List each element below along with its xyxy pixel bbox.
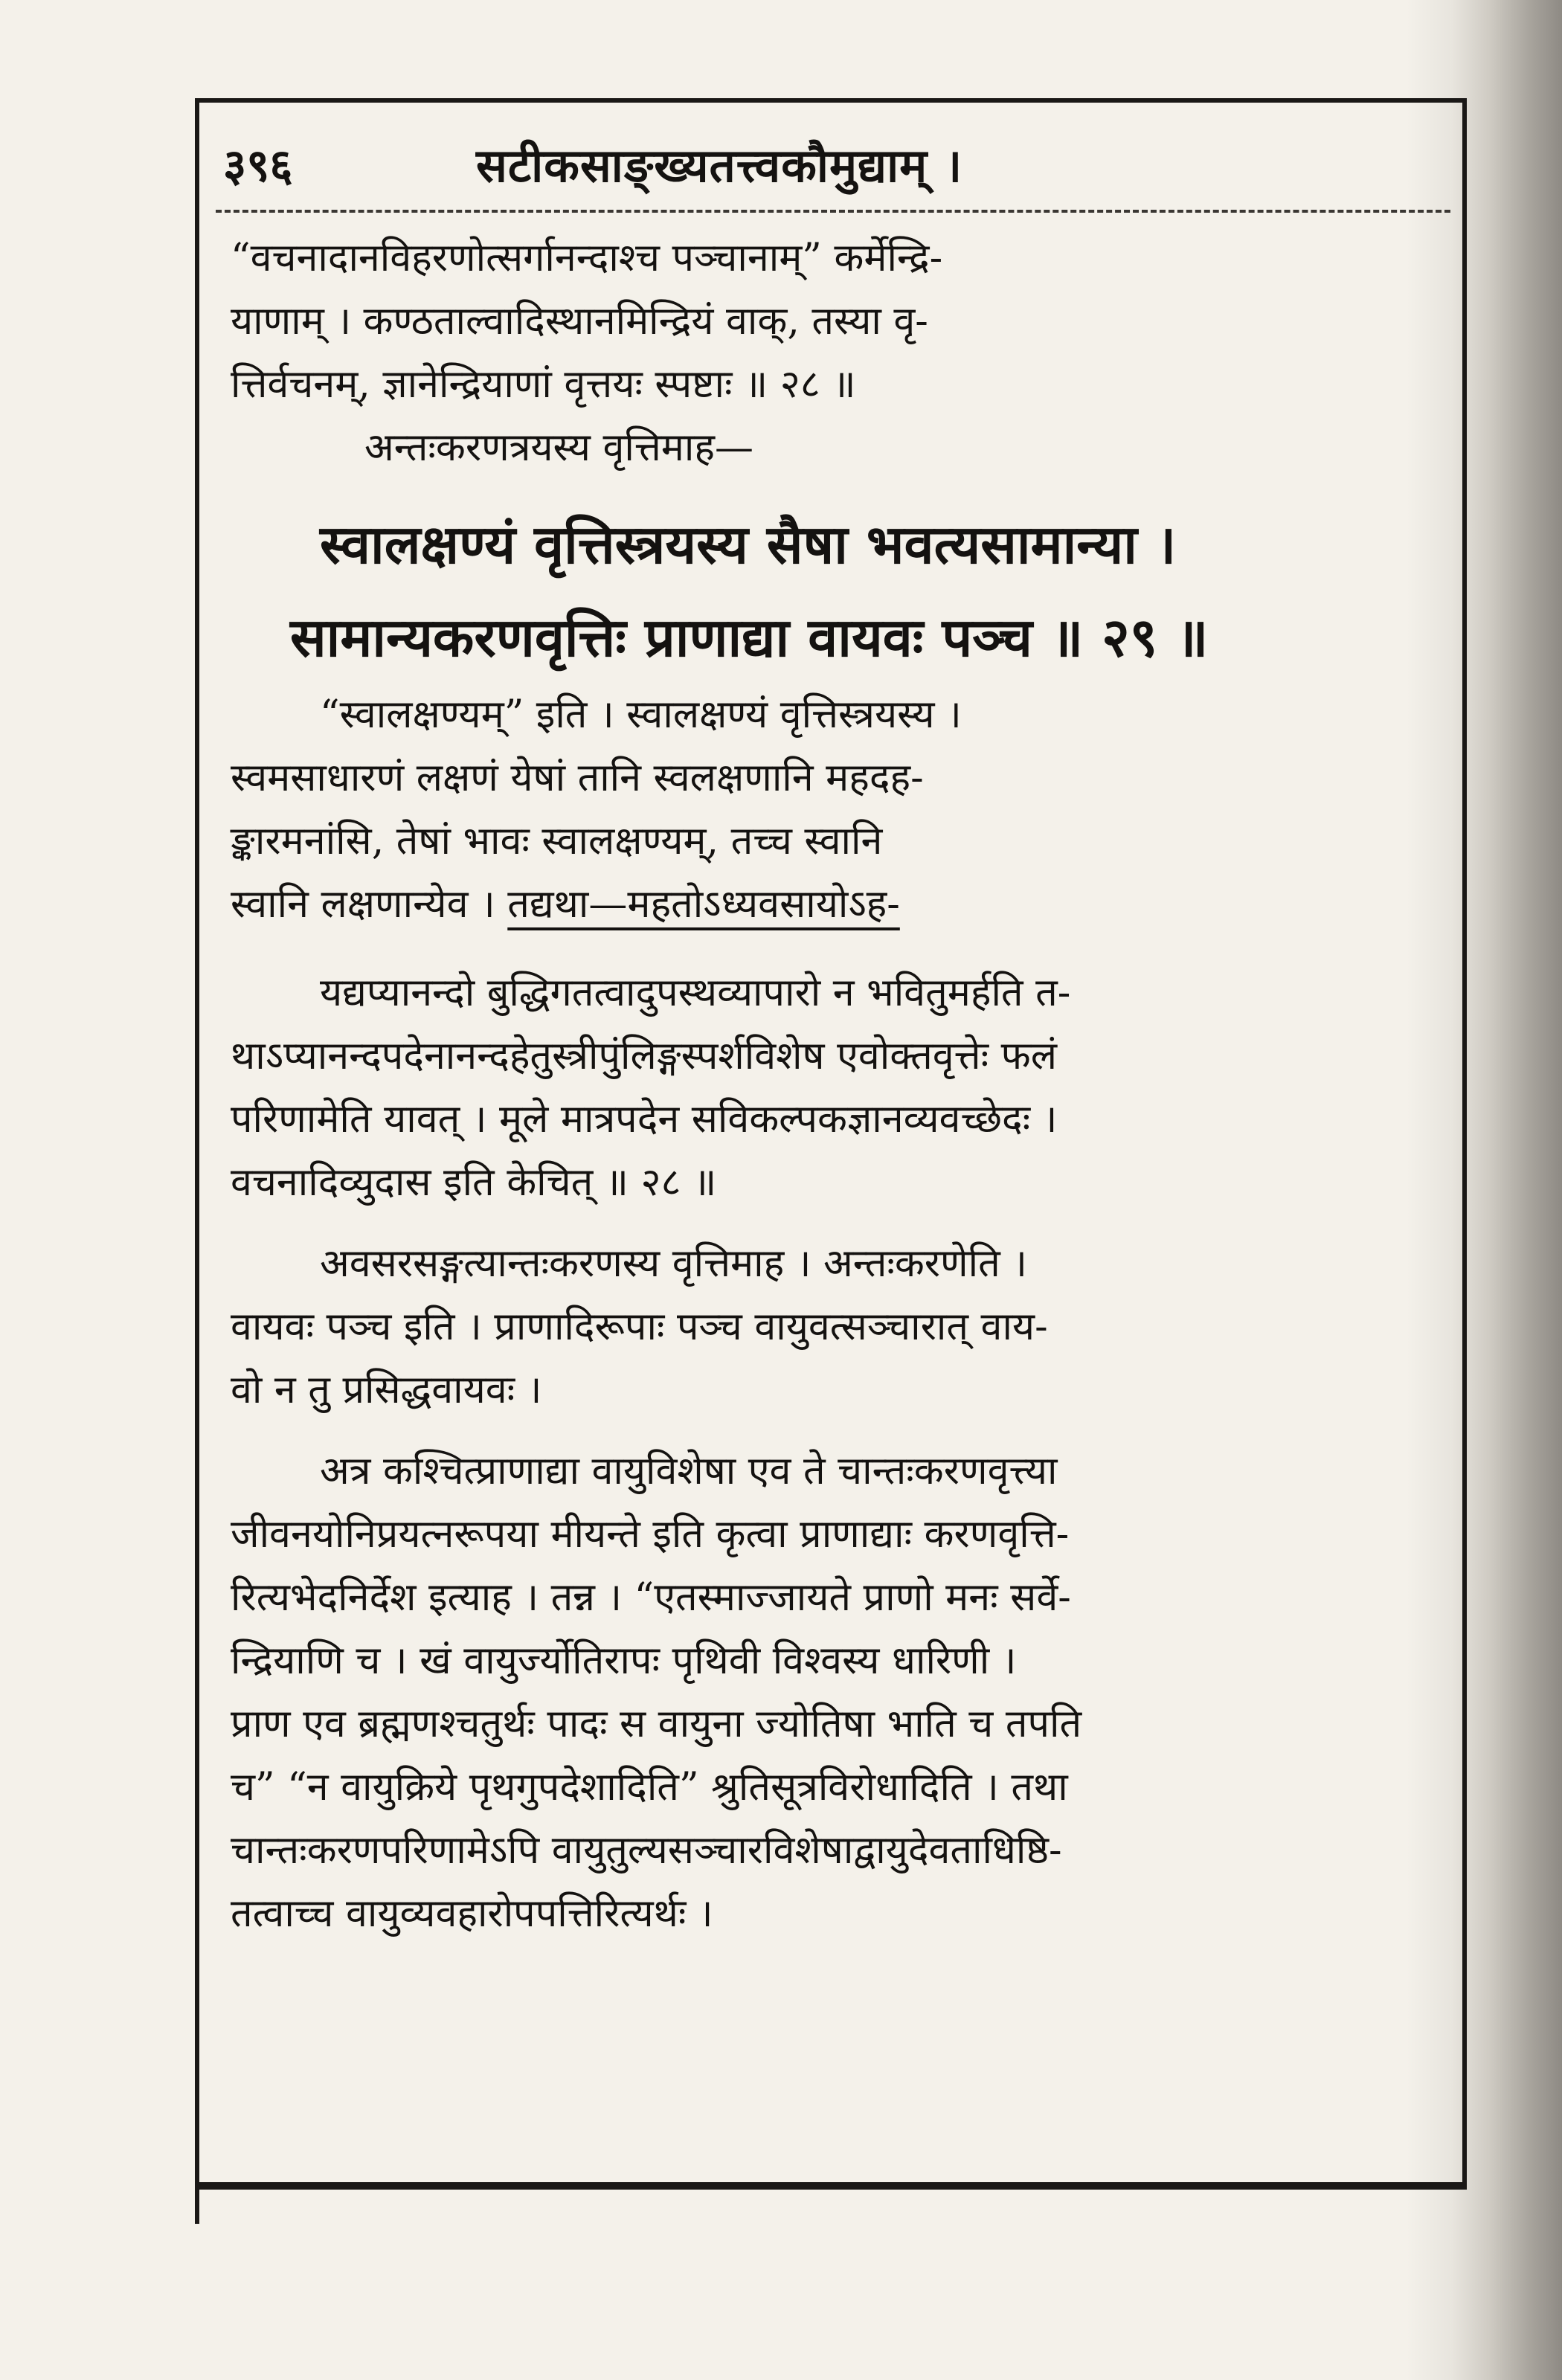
text-line: यद्यप्यानन्दो बुद्धिगतत्वादुपस्थव्यापारो न भवितुमर्हति त- — [320, 971, 1071, 1015]
subcommentary-block-2 — [231, 1232, 1450, 1422]
bottom-rule — [195, 2185, 1467, 2190]
text-line: स्वमसाधारणं लक्षणं येषां तानि स्वलक्षणानि महदह- — [231, 756, 924, 800]
text-line: वचनादिव्युदास इति केचित् ॥ २८ ॥ — [231, 1160, 717, 1205]
text-line: ङ्कारमनांसि, तेषां भावः स्वालक्षण्यम्, तच्च स्वानि — [231, 819, 883, 863]
page-body — [231, 227, 1450, 1946]
commentary-block-1 — [231, 227, 1450, 416]
page-header — [223, 125, 1443, 207]
text-line: “वचनादानविहरणोत्सर्गानन्दाश्च पञ्चानाम्” कर्मेन्द्रि- — [231, 236, 943, 280]
text-line: परिणामेति यावत् । मूले मात्रपदेन सविकल्पकज्ञानव्यवच्छेदः । — [231, 1097, 1058, 1142]
text-line: न्द्रियाणि च । खं वायुर्ज्योतिरापः पृथिवी विश्वस्य धारिणी । — [231, 1638, 1017, 1683]
text-line: वो न तु प्रसिद्धवायवः । — [231, 1368, 542, 1412]
text-line: त्तिर्वचनम्, ज्ञानेन्द्रियाणां वृत्तयः स्पष्टाः ॥ २८ ॥ — [231, 362, 856, 407]
page-number: ३९६ — [223, 140, 293, 192]
text-line: प्राण एव ब्रह्मणश्चतुर्थः पादः स वायुना ज्योतिषा भाति च तपति — [231, 1702, 1082, 1746]
intro-line: अन्तःकरणत्रयस्य वृत्तिमाह— — [364, 425, 753, 470]
text-line: रित्यभेदनिर्देश इत्याह । तन्न । “एतस्माज्जायते प्राणो मनः सर्वे- — [231, 1575, 1071, 1620]
page-border-tail — [195, 2187, 199, 2224]
text-line: थाऽप्यानन्दपदेनानन्दहेतुस्त्रीपुंलिङ्गस्पर्शविशेष एवोक्तवृत्तेः फलं — [231, 1034, 1057, 1078]
running-title: सटीकसाङ्ख्यतत्त्वकौमुद्याम् । — [476, 138, 963, 193]
subcommentary-block-1 — [231, 962, 1450, 1215]
karika-line-2: सामान्यकरणवृत्तिः प्राणाद्या वायवः पञ्च ॥ २९ ॥ — [290, 605, 1209, 669]
text-line: “स्वालक्षण्यम्” इति । स्वालक्षण्यं वृत्तिस्त्रयस्य । — [320, 692, 962, 737]
text-line: तत्वाच्च वायुव्यवहारोपपत्तिरित्यर्थः । — [231, 1891, 713, 1936]
text-line: वायवः पञ्च इति । प्राणादिरूपाः पञ्च वायुवत्सञ्चारात् वाय- — [231, 1305, 1048, 1349]
scan-edge-shadow — [1450, 0, 1562, 2380]
text-line: च” “न वायुक्रिये पृथगुपदेशादिति” श्रुतिसूत्रविरोधादिति । तथा — [231, 1765, 1068, 1810]
text-line: चान्तःकरणपरिणामेऽपि वायुतुल्यसञ्चारविशेषाद्वायुदेवताधिष्ठि- — [231, 1828, 1062, 1873]
karika-verse — [231, 498, 1450, 684]
header-dashed-rule — [216, 210, 1450, 213]
commentary-block-2 — [231, 684, 1450, 936]
subcommentary-block-3 — [231, 1440, 1450, 1946]
text-line: जीवनयोनिप्रयत्नरूपया मीयन्ते इति कृत्वा प्राणाद्याः करणवृत्ति- — [231, 1512, 1070, 1557]
karika-line-1: स्वालक्षण्यं वृत्तिस्त्रयस्य सैषा भवत्यसामान्या । — [320, 512, 1177, 576]
text-line: अवसरसङ्गत्यान्तःकरणस्य वृत्तिमाह । अन्तःकरणेति । — [320, 1241, 1028, 1286]
text-line: याणाम् । कण्ठताल्वादिस्थानमिन्द्रियं वाक्, तस्या वृ- — [231, 299, 928, 344]
underlined-segment: तद्यथा—महतोऽध्यवसायोऽह- — [507, 882, 900, 927]
text-segment: स्वानि लक्षणान्येव । — [231, 882, 495, 927]
text-line — [231, 873, 1450, 936]
text-line: अत्र कश्चित्प्राणाद्या वायुविशेषा एव ते चान्तःकरणवृत्त्या — [320, 1449, 1058, 1493]
